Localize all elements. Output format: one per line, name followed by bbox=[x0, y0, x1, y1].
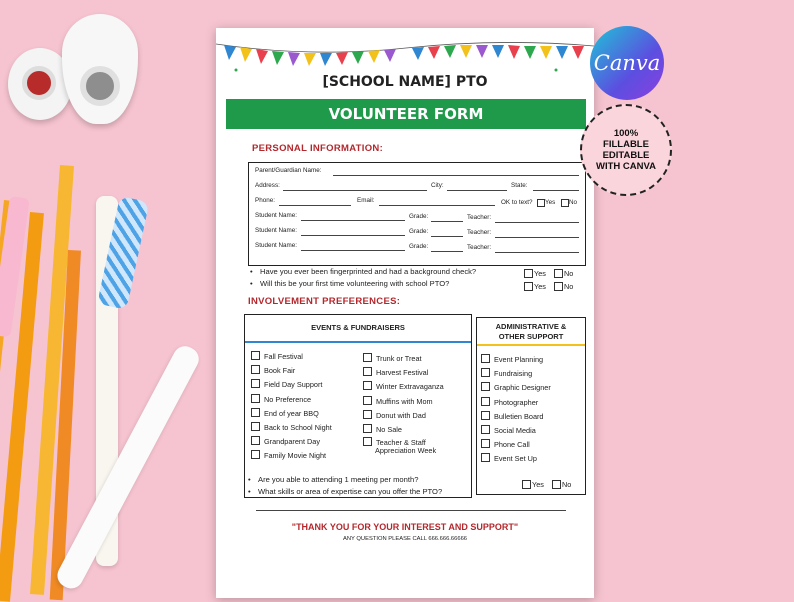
event-item[interactable] bbox=[251, 408, 319, 418]
bullet-q4: • bbox=[248, 487, 251, 496]
event-item[interactable] bbox=[251, 394, 311, 404]
teacher-2-label: Teacher: bbox=[467, 229, 492, 236]
grade-2-field[interactable] bbox=[431, 236, 463, 237]
canva-badge bbox=[590, 26, 664, 100]
event-checkbox[interactable] bbox=[363, 381, 372, 390]
admin-item[interactable] bbox=[481, 439, 530, 449]
q3-no-checkbox[interactable] bbox=[552, 480, 561, 489]
teacher-2-field[interactable] bbox=[495, 237, 579, 238]
text-yes-label: Yes bbox=[545, 199, 556, 206]
address-field[interactable] bbox=[283, 190, 427, 191]
event-item[interactable] bbox=[363, 424, 402, 434]
event-checkbox[interactable] bbox=[251, 436, 260, 445]
event-item[interactable] bbox=[363, 353, 422, 363]
grade-1-field[interactable] bbox=[431, 221, 463, 222]
admin-checkbox[interactable] bbox=[481, 382, 490, 391]
q3-yes-checkbox[interactable] bbox=[522, 480, 531, 489]
admin-box bbox=[476, 317, 586, 495]
event-checkbox[interactable] bbox=[251, 379, 260, 388]
badge-line-3: EDITABLE bbox=[602, 150, 650, 161]
marker-white bbox=[53, 342, 203, 593]
q1-no-label: No bbox=[564, 269, 574, 278]
admin-label: Event Planning bbox=[494, 355, 544, 364]
question-background-check: Have you ever been fingerprinted and had a background check? bbox=[260, 267, 477, 276]
student-1-field[interactable] bbox=[301, 220, 405, 221]
badge-line-4: WITH CANVA bbox=[596, 161, 656, 172]
grade-3-field[interactable] bbox=[431, 251, 463, 252]
fillable-badge bbox=[580, 104, 672, 196]
parent-field[interactable] bbox=[333, 175, 579, 176]
phone-field[interactable] bbox=[279, 205, 351, 206]
q3-yes-label: Yes bbox=[532, 480, 544, 489]
event-checkbox[interactable] bbox=[363, 367, 372, 376]
q1-no-checkbox[interactable] bbox=[554, 269, 563, 278]
event-label: Book Fair bbox=[264, 366, 296, 376]
admin-checkbox[interactable] bbox=[481, 354, 490, 363]
event-label: Winter Extravaganza bbox=[376, 382, 444, 392]
student-1-label: Student Name: bbox=[255, 212, 298, 219]
admin-title-2: OTHER SUPPORT bbox=[498, 332, 564, 341]
teacher-3-field[interactable] bbox=[495, 252, 579, 253]
skills-answer-field[interactable] bbox=[256, 510, 566, 511]
teacher-1-field[interactable] bbox=[495, 222, 579, 223]
event-item[interactable] bbox=[363, 381, 444, 391]
personal-info-box bbox=[248, 162, 586, 266]
event-checkbox[interactable] bbox=[251, 450, 260, 459]
event-label: Muffins with Mom bbox=[376, 396, 433, 406]
event-label-continuation: Appreciation Week bbox=[375, 446, 437, 456]
events-box bbox=[244, 314, 472, 498]
event-label: End of year BBQ bbox=[264, 408, 319, 418]
personal-info-heading: PERSONAL INFORMATION: bbox=[252, 143, 384, 154]
event-item[interactable] bbox=[251, 379, 322, 389]
teacher-3-label: Teacher: bbox=[467, 244, 492, 251]
student-3-label: Student Name: bbox=[255, 242, 298, 249]
event-item[interactable] bbox=[251, 422, 332, 432]
admin-label: Fundraising bbox=[494, 369, 533, 379]
student-2-field[interactable] bbox=[301, 235, 405, 236]
q2-yes-label: Yes bbox=[534, 282, 546, 291]
q2-no-checkbox[interactable] bbox=[554, 282, 563, 291]
school-name: [SCHOOL NAME] PTO bbox=[322, 74, 488, 90]
event-checkbox[interactable] bbox=[251, 365, 260, 374]
events-underline bbox=[245, 341, 471, 343]
event-label: Field Day Support bbox=[264, 380, 323, 390]
badge-line-1: 100% bbox=[613, 128, 639, 139]
bullet-q3: • bbox=[248, 475, 251, 484]
event-checkbox[interactable] bbox=[363, 353, 372, 362]
event-item[interactable] bbox=[363, 367, 428, 377]
parent-label: Parent/Guardian Name: bbox=[255, 167, 322, 174]
event-label: Trunk or Treat bbox=[376, 354, 422, 363]
admin-checkbox[interactable] bbox=[481, 368, 490, 377]
text-yes-checkbox[interactable] bbox=[537, 199, 545, 207]
admin-item[interactable] bbox=[481, 397, 538, 407]
grade-1-label: Grade: bbox=[409, 213, 429, 220]
event-label: Grandparent Day bbox=[264, 437, 320, 447]
admin-label: Phone Call bbox=[494, 440, 530, 450]
event-checkbox[interactable] bbox=[363, 410, 372, 419]
canva-logo-text: Canva bbox=[593, 51, 661, 75]
admin-item[interactable] bbox=[481, 411, 544, 421]
involvement-heading: INVOLVEMENT PREFERENCES: bbox=[248, 296, 401, 307]
event-checkbox[interactable] bbox=[251, 422, 260, 431]
title-bar bbox=[226, 99, 586, 129]
text-no-checkbox[interactable] bbox=[561, 199, 569, 207]
teacher-1-label: Teacher: bbox=[467, 214, 492, 221]
event-label: Family Movie Night bbox=[264, 451, 327, 461]
student-2-label: Student Name: bbox=[255, 227, 298, 234]
question-meeting: Are you able to attending 1 meeting per month? bbox=[258, 475, 419, 484]
admin-checkbox[interactable] bbox=[481, 453, 490, 462]
bullet-q2: • bbox=[250, 279, 253, 288]
event-item[interactable] bbox=[251, 436, 320, 446]
q1-yes-checkbox[interactable] bbox=[524, 269, 533, 278]
admin-checkbox[interactable] bbox=[481, 425, 490, 434]
event-item[interactable] bbox=[363, 410, 426, 420]
question-first-time: Will this be your first time volunteering with school PTO? bbox=[260, 279, 450, 288]
bullet-q1: • bbox=[250, 267, 253, 276]
admin-checkbox[interactable] bbox=[481, 397, 490, 406]
event-item[interactable] bbox=[251, 365, 295, 375]
admin-underline bbox=[477, 344, 585, 346]
admin-label: Event Set Up bbox=[494, 454, 537, 464]
q2-no-label: No bbox=[564, 282, 574, 291]
admin-item[interactable] bbox=[481, 354, 543, 364]
admin-label: Social Media bbox=[494, 426, 536, 435]
event-label: Fall Festival bbox=[264, 352, 303, 361]
phone-label: Phone: bbox=[255, 197, 275, 204]
event-label: Harvest Festival bbox=[376, 368, 429, 378]
q1-yes-label: Yes bbox=[534, 269, 546, 278]
state-label: State: bbox=[511, 182, 528, 189]
event-checkbox[interactable] bbox=[251, 351, 260, 360]
student-3-field[interactable] bbox=[301, 250, 405, 251]
address-label: Address: bbox=[255, 182, 280, 189]
city-field[interactable] bbox=[447, 190, 507, 191]
contact-line: ANY QUESTION PLEASE CALL 666.666.66666 bbox=[342, 536, 468, 542]
events-title: EVENTS & FUNDRAISERS bbox=[311, 323, 405, 332]
admin-item[interactable] bbox=[481, 425, 536, 435]
event-checkbox[interactable] bbox=[251, 394, 260, 403]
event-label: Teacher & Staff bbox=[376, 438, 426, 448]
event-label: No Preference bbox=[264, 394, 312, 404]
event-label: Donut with Dad bbox=[376, 410, 426, 420]
city-label: City: bbox=[431, 182, 444, 189]
event-checkbox[interactable] bbox=[363, 424, 372, 433]
admin-title-1: ADMINISTRATIVE & bbox=[495, 322, 567, 331]
email-label: Email: bbox=[357, 197, 375, 204]
ok-to-text-label: OK to text? bbox=[501, 199, 533, 206]
bunting-decoration bbox=[216, 28, 594, 72]
admin-checkbox[interactable] bbox=[481, 411, 490, 420]
form-title: VOLUNTEER FORM bbox=[328, 105, 484, 123]
admin-item[interactable] bbox=[481, 368, 532, 378]
event-checkbox[interactable] bbox=[363, 437, 372, 446]
text-no-label: No bbox=[569, 199, 578, 206]
event-label: No Sale bbox=[376, 425, 402, 434]
q2-yes-checkbox[interactable] bbox=[524, 282, 533, 291]
event-item[interactable] bbox=[363, 396, 433, 406]
badge-line-2: FILLABLE bbox=[603, 139, 649, 150]
grade-3-label: Grade: bbox=[409, 243, 429, 250]
event-label: Back to School Night bbox=[264, 423, 332, 432]
desk-decor bbox=[0, 0, 220, 596]
event-checkbox[interactable] bbox=[363, 396, 372, 405]
volunteer-form-page bbox=[216, 28, 594, 598]
grade-2-label: Grade: bbox=[409, 228, 429, 235]
event-item[interactable] bbox=[251, 351, 303, 361]
state-field[interactable] bbox=[533, 190, 579, 191]
event-checkbox[interactable] bbox=[251, 408, 260, 417]
email-field[interactable] bbox=[379, 205, 495, 206]
eraser-drop bbox=[62, 14, 138, 124]
admin-checkbox[interactable] bbox=[481, 439, 490, 448]
q3-no-label: No bbox=[562, 480, 572, 489]
admin-item[interactable] bbox=[481, 453, 537, 463]
thank-you-message: "THANK YOU FOR YOUR INTEREST AND SUPPORT" bbox=[291, 522, 519, 532]
question-skills: What skills or area of expertise can you offer the PTO? bbox=[258, 487, 443, 496]
admin-label: Graphic Designer bbox=[494, 383, 551, 393]
admin-label: Bulletien Board bbox=[494, 411, 544, 421]
admin-item[interactable] bbox=[481, 382, 551, 392]
event-item[interactable] bbox=[251, 450, 326, 460]
admin-label: Photographer bbox=[494, 397, 539, 407]
